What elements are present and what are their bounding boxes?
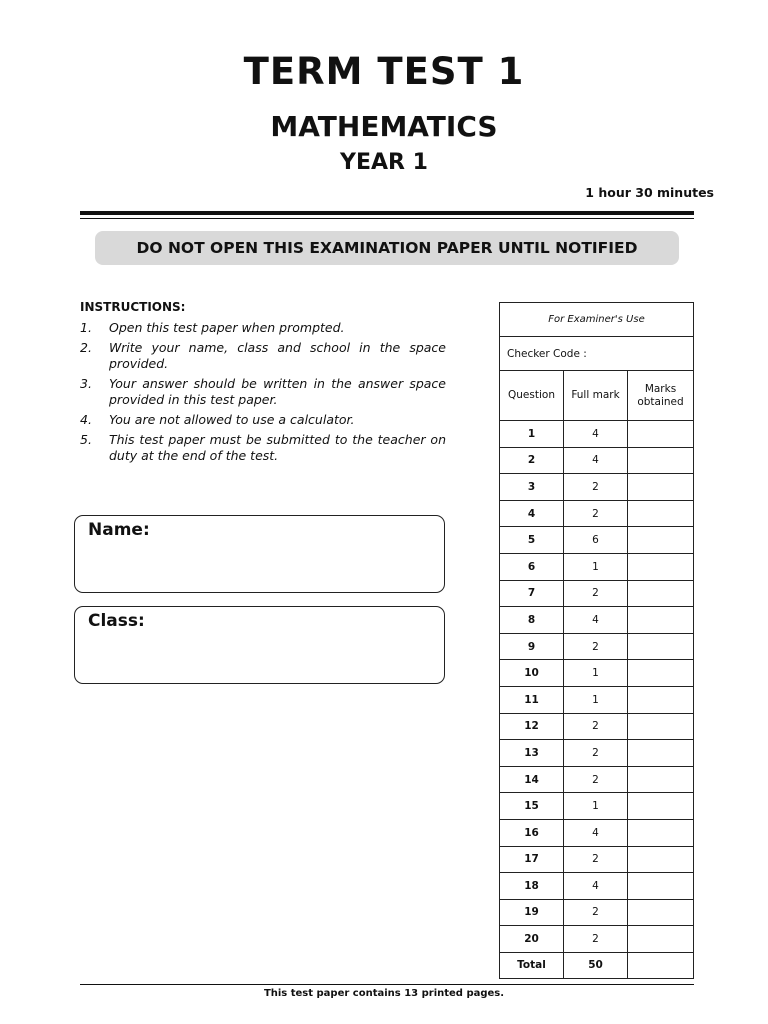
- examiner-table: [499, 302, 694, 979]
- instruction-item: [80, 412, 446, 428]
- instruction-item: [80, 432, 446, 464]
- marks-obtained-cell[interactable]: [628, 926, 694, 953]
- class-field[interactable]: [74, 606, 445, 684]
- instruction-number: 1.: [80, 320, 92, 335]
- test-title: TERM TEST 1: [243, 50, 525, 93]
- question-number: 4: [500, 500, 564, 527]
- name-field[interactable]: [74, 515, 445, 593]
- marks-obtained-cell[interactable]: [628, 500, 694, 527]
- instruction-text: You are not allowed to use a calculator.: [109, 412, 355, 427]
- marks-obtained-cell[interactable]: [628, 873, 694, 900]
- subject-title: MATHEMATICS: [270, 110, 498, 143]
- marks-obtained-cell[interactable]: [628, 633, 694, 660]
- full-mark: 2: [564, 766, 628, 793]
- question-number: 18: [500, 873, 564, 900]
- question-number: 11: [500, 686, 564, 713]
- marks-obtained-cell[interactable]: [628, 553, 694, 580]
- header-full-mark: Full mark: [564, 371, 628, 421]
- instruction-item: [80, 340, 446, 372]
- instruction-number: 4.: [80, 412, 92, 427]
- full-mark: 2: [564, 713, 628, 740]
- header-divider-thick: [80, 211, 694, 215]
- full-mark: 2: [564, 740, 628, 767]
- class-label: Class:: [88, 611, 145, 631]
- table-row: [500, 740, 694, 767]
- name-label: Name:: [88, 520, 150, 540]
- marks-obtained-cell[interactable]: [628, 766, 694, 793]
- table-row: [500, 846, 694, 873]
- marks-obtained-cell[interactable]: [628, 686, 694, 713]
- table-row: [500, 474, 694, 501]
- instruction-number: 2.: [80, 340, 92, 355]
- full-mark: 1: [564, 793, 628, 820]
- full-mark: 4: [564, 819, 628, 846]
- marks-obtained-cell[interactable]: [628, 607, 694, 634]
- total-row: [500, 952, 694, 978]
- full-mark: 2: [564, 580, 628, 607]
- full-mark: 2: [564, 846, 628, 873]
- checker-code: Checker Code :: [500, 337, 694, 371]
- year-title: YEAR 1: [340, 150, 428, 175]
- marks-obtained-cell[interactable]: [628, 819, 694, 846]
- table-row: [500, 527, 694, 554]
- full-mark: 2: [564, 926, 628, 953]
- page-count-note: This test paper contains 13 printed pages.: [263, 988, 505, 999]
- instruction-number: 5.: [80, 432, 92, 447]
- header-question: Question: [500, 371, 564, 421]
- total-obtained-cell[interactable]: [628, 952, 694, 978]
- full-mark: 2: [564, 500, 628, 527]
- question-number: 10: [500, 660, 564, 687]
- instruction-number: 3.: [80, 376, 92, 391]
- marks-obtained-cell[interactable]: [628, 740, 694, 767]
- table-row: [500, 633, 694, 660]
- full-mark: 4: [564, 447, 628, 474]
- table-row: [500, 607, 694, 634]
- header-marks-obtained: Marks obtained: [628, 371, 694, 421]
- question-number: 15: [500, 793, 564, 820]
- question-number: 13: [500, 740, 564, 767]
- total-label: Total: [500, 952, 564, 978]
- question-number: 17: [500, 846, 564, 873]
- marks-obtained-cell[interactable]: [628, 713, 694, 740]
- table-row: [500, 819, 694, 846]
- table-row: [500, 660, 694, 687]
- table-row: [500, 766, 694, 793]
- question-number: 3: [500, 474, 564, 501]
- table-row: [500, 421, 694, 448]
- notice-banner: [95, 231, 679, 265]
- table-row: [500, 873, 694, 900]
- full-mark: 1: [564, 553, 628, 580]
- instruction-text: This test paper must be submitted to the teacher on duty at the end of the test.: [109, 432, 446, 463]
- instruction-text: Your answer should be written in the answer space provided in this test paper.: [109, 376, 446, 407]
- table-row: [500, 793, 694, 820]
- question-number: 20: [500, 926, 564, 953]
- marks-obtained-cell[interactable]: [628, 580, 694, 607]
- table-row: [500, 580, 694, 607]
- duration: 1 hour 30 minutes: [585, 185, 714, 200]
- full-mark: 2: [564, 899, 628, 926]
- question-number: 2: [500, 447, 564, 474]
- question-number: 7: [500, 580, 564, 607]
- marks-obtained-cell[interactable]: [628, 421, 694, 448]
- marks-obtained-cell[interactable]: [628, 527, 694, 554]
- instruction-text: Open this test paper when prompted.: [109, 320, 345, 335]
- instructions-list: [80, 320, 446, 468]
- table-row: [500, 899, 694, 926]
- full-mark: 1: [564, 660, 628, 687]
- question-number: 6: [500, 553, 564, 580]
- question-number: 1: [500, 421, 564, 448]
- full-mark: 4: [564, 873, 628, 900]
- notice-text: DO NOT OPEN THIS EXAMINATION PAPER UNTIL NOTIFIED: [136, 239, 638, 257]
- full-mark: 6: [564, 527, 628, 554]
- question-number: 14: [500, 766, 564, 793]
- question-number: 16: [500, 819, 564, 846]
- header-divider-thin: [80, 218, 694, 219]
- table-row: [500, 553, 694, 580]
- instructions-heading: INSTRUCTIONS:: [80, 300, 186, 314]
- instruction-text: Write your name, class and school in the space provided.: [109, 340, 446, 371]
- question-number: 9: [500, 633, 564, 660]
- marks-obtained-cell[interactable]: [628, 793, 694, 820]
- examiner-use-title: For Examiner's Use: [500, 303, 694, 337]
- full-mark: 2: [564, 474, 628, 501]
- question-number: 19: [500, 899, 564, 926]
- full-mark: 2: [564, 633, 628, 660]
- marks-obtained-cell[interactable]: [628, 899, 694, 926]
- full-mark: 1: [564, 686, 628, 713]
- question-number: 5: [500, 527, 564, 554]
- marks-obtained-cell[interactable]: [628, 447, 694, 474]
- total-value: 50: [564, 952, 628, 978]
- table-row: [500, 713, 694, 740]
- instruction-item: [80, 376, 446, 408]
- instruction-item: [80, 320, 446, 336]
- marks-obtained-cell[interactable]: [628, 660, 694, 687]
- table-row: [500, 500, 694, 527]
- table-row: [500, 686, 694, 713]
- footer-divider: [80, 984, 694, 985]
- question-number: 8: [500, 607, 564, 634]
- table-row: [500, 926, 694, 953]
- marks-obtained-cell[interactable]: [628, 846, 694, 873]
- table-row: [500, 447, 694, 474]
- marks-obtained-cell[interactable]: [628, 474, 694, 501]
- full-mark: 4: [564, 607, 628, 634]
- full-mark: 4: [564, 421, 628, 448]
- question-number: 12: [500, 713, 564, 740]
